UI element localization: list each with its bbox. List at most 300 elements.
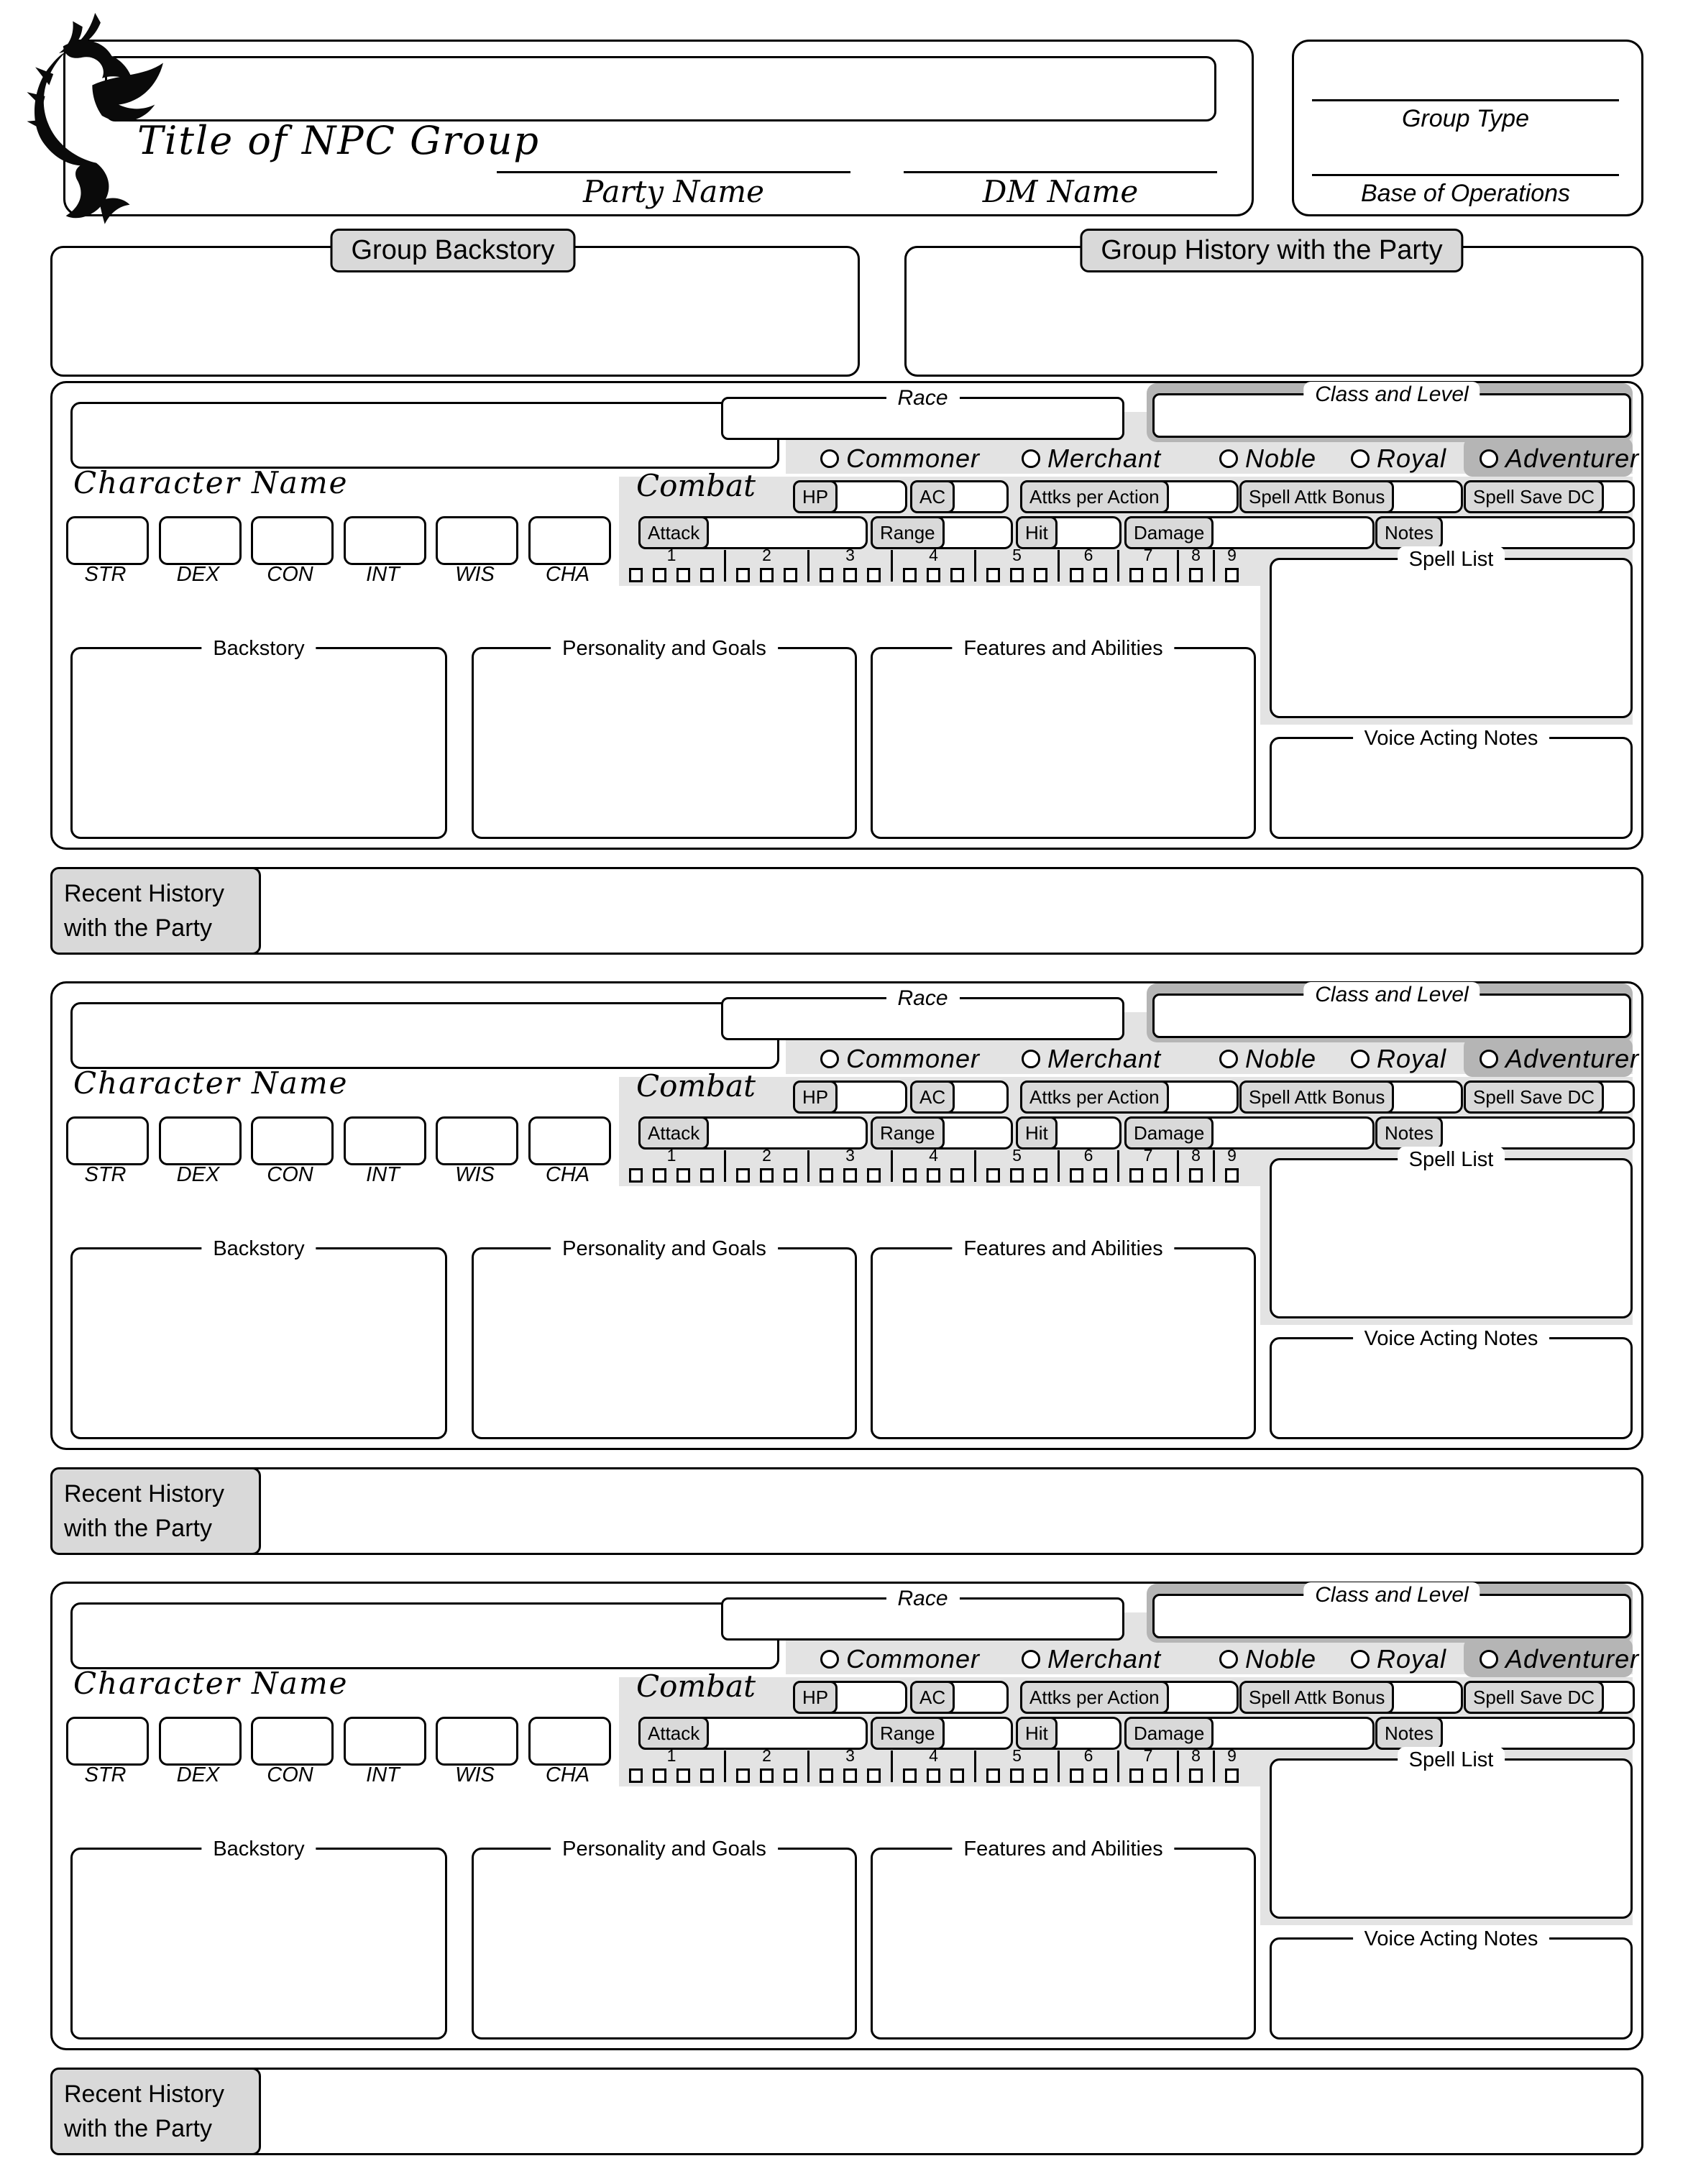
hit-input[interactable] [1055,1719,1119,1748]
spell-slot-level-number: 3 [845,1746,855,1765]
character-name-label: Character Name [73,1666,349,1701]
spell-save-dc-input[interactable] [1602,482,1633,511]
damage-input[interactable] [1211,1719,1372,1748]
noble-label: Noble [1245,1644,1317,1674]
range-field [871,1717,1013,1750]
spell-save-dc-input[interactable] [1602,1083,1633,1111]
spell-slots-row [629,1146,1239,1183]
spell-slot-level-number: 6 [1083,1746,1093,1765]
spell-slot-checkbox[interactable] [676,1168,690,1183]
hit-label: Hit [1016,1717,1058,1750]
str-score-input[interactable] [66,1717,149,1766]
spell-slot-checkboxes [736,568,797,582]
spell-slot-group-level-1 [629,1746,714,1783]
spell-slot-group-level-2 [736,1746,797,1783]
range-input[interactable] [942,1719,1011,1748]
spell-slot-checkboxes [820,1168,881,1183]
voice-acting-notes-box[interactable] [1270,727,1633,839]
party-name-label: Party Name [583,174,764,209]
spell-slot-divider [1177,1751,1179,1782]
range-field [871,1116,1013,1150]
dex-score-input[interactable] [159,516,242,565]
spell-slot-checkbox[interactable] [867,1768,881,1783]
attacks-per-action-input[interactable] [1167,1083,1237,1111]
spell-slot-checkbox[interactable] [843,1768,857,1783]
noble-radio[interactable] [1219,1650,1238,1669]
spell-slot-checkbox[interactable] [1153,1768,1167,1783]
int-score-input[interactable] [344,1116,426,1165]
recent-history-input[interactable] [263,2070,1641,2153]
spell-attack-bonus-field [1239,1080,1463,1114]
wis-score-input[interactable] [436,1116,518,1165]
race-option-royal [1351,443,1446,474]
spell-slot-checkbox[interactable] [1093,568,1107,582]
spell-attack-bonus-input[interactable] [1392,1683,1461,1712]
spell-attack-bonus-label: Spell Attk Bonus [1239,1681,1394,1714]
voice-acting-notes-label: Voice Acting Notes [1353,1326,1550,1352]
race-option-adventurer [1480,1043,1639,1075]
class-and-level-input[interactable] [1152,1583,1631,1638]
dm-name-input[interactable] [904,171,1217,173]
int-label: INT [366,563,400,586]
features-abilities-label: Features and Abilities [952,1236,1174,1262]
group-history-label: Group History with the Party [1080,229,1463,272]
notes-input[interactable] [1441,1719,1633,1748]
spell-slot-group-level-4 [903,1746,964,1783]
spell-save-dc-label: Spell Save DC [1464,1681,1604,1714]
royal-radio[interactable] [1351,1050,1370,1068]
spell-slot-checkbox[interactable] [950,1168,964,1183]
con-label: CON [267,1163,313,1186]
spell-slots-row [629,546,1239,582]
ac-input[interactable] [953,482,1006,511]
dex-score-input[interactable] [159,1116,242,1165]
noble-label: Noble [1245,1044,1317,1073]
character-section-3 [0,1582,1688,2151]
spell-slot-checkbox[interactable] [736,568,750,582]
con-score-input[interactable] [251,1116,334,1165]
damage-field [1124,1116,1375,1150]
notes-label: Notes [1375,516,1443,549]
spell-slot-divider [974,1150,976,1182]
spell-slot-checkbox[interactable] [1189,568,1203,582]
spell-slot-divider [724,550,726,582]
adventurer-radio[interactable] [1480,1650,1498,1669]
wis-score-input[interactable] [436,1717,518,1766]
merchant-radio[interactable] [1022,1050,1040,1068]
spell-slot-checkbox[interactable] [653,1768,666,1783]
spell-list-box[interactable] [1270,1748,1633,1919]
spell-slot-level-number: 6 [1083,546,1093,564]
spell-slot-checkbox[interactable] [676,568,690,582]
spell-slot-checkbox[interactable] [820,1168,833,1183]
commoner-label: Commoner [846,444,981,473]
spell-slot-checkbox[interactable] [1034,1768,1047,1783]
hp-input[interactable] [835,1683,905,1712]
attack-input[interactable] [707,1719,866,1748]
spell-slot-checkbox[interactable] [1153,1168,1167,1183]
hit-input[interactable] [1055,1119,1119,1147]
spell-slot-checkboxes [820,1768,881,1783]
spell-slot-checkbox[interactable] [629,1768,643,1783]
race-option-royal [1351,1043,1446,1075]
cha-score-input[interactable] [528,1116,611,1165]
range-label: Range [871,516,945,549]
spell-slot-checkbox[interactable] [950,568,964,582]
spell-slot-checkbox[interactable] [700,1168,714,1183]
hp-input[interactable] [835,1083,905,1111]
range-input[interactable] [942,1119,1011,1147]
race-option-merchant [1022,1043,1161,1075]
race-option-merchant [1022,443,1161,474]
spell-slot-checkbox[interactable] [629,1168,643,1183]
spell-slot-checkboxes [1189,1168,1203,1183]
int-score-input[interactable] [344,1717,426,1766]
spell-slot-divider [1177,550,1179,582]
spell-slot-checkboxes [820,568,881,582]
spell-slot-checkbox[interactable] [927,1768,940,1783]
attacks-per-action-field [1020,480,1239,513]
spell-save-dc-label: Spell Save DC [1464,1080,1604,1114]
spell-slot-checkbox[interactable] [760,1768,774,1783]
spell-slot-checkbox[interactable] [784,1768,797,1783]
spell-attack-bonus-field [1239,480,1463,513]
race-option-commoner [820,443,980,474]
spell-slot-level-number: 4 [929,1146,938,1165]
notes-input[interactable] [1441,1119,1633,1147]
attack-label: Attack [638,1116,709,1150]
recent-history-input[interactable] [263,869,1641,953]
dex-label: DEX [176,1163,220,1186]
spell-slot-checkbox[interactable] [653,1168,666,1183]
royal-radio[interactable] [1351,1650,1370,1669]
recent-history-label: Recent History with the Party [50,867,261,955]
spell-slot-divider [724,1751,726,1782]
spell-slot-checkbox[interactable] [1225,1768,1239,1783]
spell-slot-divider [1117,1150,1119,1182]
damage-input[interactable] [1211,1119,1372,1147]
damage-label: Damage [1124,516,1214,549]
attacks-per-action-input[interactable] [1167,1683,1237,1712]
spell-slot-checkbox[interactable] [1093,1768,1107,1783]
spell-list-box[interactable] [1270,548,1633,718]
noble-radio[interactable] [1219,1050,1238,1068]
voice-acting-notes-box[interactable] [1270,1927,1633,2040]
spell-slot-level-number: 7 [1143,1146,1153,1165]
int-score-input[interactable] [344,516,426,565]
spell-attack-bonus-input[interactable] [1392,1083,1461,1111]
class-and-level-input[interactable] [1152,382,1631,438]
spell-slot-divider [807,1150,809,1182]
character-name-input[interactable] [70,402,779,469]
spell-slot-checkbox[interactable] [843,568,857,582]
spell-slot-level-number: 8 [1191,1146,1201,1165]
str-score-input[interactable] [66,516,149,565]
damage-input[interactable] [1211,518,1372,547]
spell-slot-checkbox[interactable] [1189,1168,1203,1183]
str-label: STR [84,1763,127,1786]
range-label: Range [871,1116,945,1150]
range-field [871,516,1013,549]
damage-field [1124,1717,1375,1750]
spell-slot-group-level-7 [1129,1146,1167,1183]
spell-slot-checkbox[interactable] [760,1168,774,1183]
spell-slot-checkboxes [1225,1768,1239,1783]
spell-slot-group-level-4 [903,1146,964,1183]
noble-label: Noble [1245,444,1317,473]
race-input[interactable] [721,386,1124,440]
spell-slot-checkbox[interactable] [784,568,797,582]
hit-label: Hit [1016,1116,1058,1150]
race-input[interactable] [721,986,1124,1040]
adventurer-radio[interactable] [1480,449,1498,468]
features-abilities-box[interactable] [871,1237,1256,1439]
spell-attack-bonus-input[interactable] [1392,482,1461,511]
spell-slot-checkbox[interactable] [784,1168,797,1183]
commoner-radio[interactable] [820,1050,839,1068]
ac-field [910,480,1009,513]
race-option-merchant [1022,1643,1161,1675]
hit-label: Hit [1016,516,1058,549]
spell-slot-divider [1117,550,1119,582]
spell-slot-checkbox[interactable] [1010,568,1024,582]
spell-slot-checkbox[interactable] [736,1168,750,1183]
str-label: STR [84,563,127,586]
personality-goals-box[interactable] [472,1837,857,2040]
dex-label: DEX [176,563,220,586]
con-score-input[interactable] [251,1717,334,1766]
npc-group-title-input[interactable] [105,56,1216,121]
spell-slot-checkbox[interactable] [950,1768,964,1783]
race-input[interactable] [721,1587,1124,1641]
spell-slot-checkbox[interactable] [760,568,774,582]
notes-field [1375,1116,1635,1150]
spell-slot-checkbox[interactable] [903,568,917,582]
spell-slot-group-level-7 [1129,546,1167,582]
race-option-royal [1351,1643,1446,1675]
spell-slot-checkboxes [1189,1768,1203,1783]
royal-label: Royal [1377,444,1447,473]
character-name-input[interactable] [70,1002,779,1069]
spell-slot-checkbox[interactable] [903,1768,917,1783]
spell-slot-checkbox[interactable] [903,1168,917,1183]
dex-score-input[interactable] [159,1717,242,1766]
spell-save-dc-field [1464,1080,1635,1114]
features-abilities-box[interactable] [871,637,1256,839]
spell-slot-divider [1058,1150,1060,1182]
hit-field [1016,1717,1121,1750]
spell-slot-checkbox[interactable] [867,568,881,582]
spell-slot-level-number: 6 [1083,1146,1093,1165]
spell-slot-checkbox[interactable] [867,1168,881,1183]
spell-slot-checkbox[interactable] [843,1168,857,1183]
noble-radio[interactable] [1219,449,1238,468]
spell-save-dc-field [1464,480,1635,513]
spell-slot-checkbox[interactable] [1070,568,1083,582]
spell-slot-checkbox[interactable] [700,1768,714,1783]
hit-input[interactable] [1055,518,1119,547]
merchant-radio[interactable] [1022,449,1040,468]
hp-field [793,480,907,513]
spell-slot-divider [1213,550,1215,582]
spell-slot-checkbox[interactable] [1225,568,1239,582]
spell-slot-checkbox[interactable] [1034,1168,1047,1183]
spell-slot-checkboxes [903,1768,964,1783]
spell-slot-group-level-2 [736,1146,797,1183]
backstory-box[interactable] [70,1837,447,2040]
spell-save-dc-input[interactable] [1602,1683,1633,1712]
adventurer-label: Adventurer [1505,1644,1640,1674]
attacks-per-action-input[interactable] [1167,482,1237,511]
notes-field [1375,1717,1635,1750]
character-section-1 [0,381,1688,950]
spell-slot-group-level-9 [1225,546,1239,582]
spell-slot-checkbox[interactable] [1093,1168,1107,1183]
spell-slot-group-level-8 [1189,546,1203,582]
ac-field [910,1681,1009,1714]
ac-input[interactable] [953,1083,1006,1111]
spell-slot-group-level-6 [1070,546,1107,582]
recent-history-bar [50,1467,1643,1555]
spell-slot-checkbox[interactable] [1153,568,1167,582]
spell-slot-checkbox[interactable] [986,1168,1000,1183]
spell-slot-group-level-2 [736,546,797,582]
spell-slot-checkbox[interactable] [1010,1168,1024,1183]
spell-slot-group-level-7 [1129,1746,1167,1783]
spell-slot-checkbox[interactable] [986,1768,1000,1783]
race-label: Race [886,385,959,411]
spell-slot-divider [807,550,809,582]
ac-input[interactable] [953,1683,1006,1712]
spell-slot-checkbox[interactable] [1129,1768,1143,1783]
personality-goals-box[interactable] [472,1237,857,1439]
spell-slot-checkbox[interactable] [820,568,833,582]
character-name-input[interactable] [70,1602,779,1669]
adventurer-radio[interactable] [1480,1050,1498,1068]
character-panel [50,381,1643,850]
voice-acting-notes-box[interactable] [1270,1327,1633,1439]
class-and-level-input[interactable] [1152,983,1631,1038]
spell-slot-checkbox[interactable] [629,568,643,582]
attacks-per-action-field [1020,1681,1239,1714]
recent-history-label: Recent History with the Party [50,1467,261,1555]
base-of-operations-label: Base of Operations [1360,180,1571,207]
range-input[interactable] [942,518,1011,547]
spell-slot-checkbox[interactable] [927,1168,940,1183]
spell-save-dc-label: Spell Save DC [1464,480,1604,513]
race-label: Race [886,986,959,1011]
class-and-level-label: Class and Level [1303,382,1480,408]
base-of-operations-input[interactable] [1312,174,1619,176]
spell-slot-checkbox[interactable] [1189,1768,1203,1783]
attack-input[interactable] [707,1119,866,1147]
attack-label: Attack [638,1717,709,1750]
party-name-input[interactable] [497,171,850,173]
commoner-label: Commoner [846,1644,981,1674]
backstory-box[interactable] [70,637,447,839]
con-score-input[interactable] [251,516,334,565]
personality-goals-box[interactable] [472,637,857,839]
spell-save-dc-field [1464,1681,1635,1714]
spell-slot-checkbox[interactable] [1129,1168,1143,1183]
spell-list-box[interactable] [1270,1148,1633,1318]
notes-input[interactable] [1441,518,1633,547]
attack-field [638,516,868,549]
attack-input[interactable] [707,518,866,547]
backstory-box[interactable] [70,1237,447,1439]
hp-input[interactable] [835,482,905,511]
recent-history-bar [50,2068,1643,2155]
spell-slot-checkbox[interactable] [1070,1168,1083,1183]
spell-list-label: Spell List [1398,1747,1505,1773]
spell-attack-bonus-field [1239,1681,1463,1714]
spell-slot-checkbox[interactable] [700,568,714,582]
wis-label: WIS [455,1163,495,1186]
spell-slot-group-level-8 [1189,1146,1203,1183]
spell-slot-checkbox[interactable] [1034,568,1047,582]
spell-slot-group-level-5 [986,546,1047,582]
spell-slot-divider [1177,1150,1179,1182]
str-score-input[interactable] [66,1116,149,1165]
spell-slot-group-level-5 [986,1746,1047,1783]
commoner-radio[interactable] [820,1650,839,1669]
spell-slot-checkbox[interactable] [1010,1768,1024,1783]
spell-slot-divider [1117,1751,1119,1782]
wis-score-input[interactable] [436,516,518,565]
backstory-label: Backstory [201,1836,316,1862]
spell-slot-checkbox[interactable] [820,1768,833,1783]
spell-slot-group-level-1 [629,546,714,582]
spell-slot-checkbox[interactable] [653,568,666,582]
royal-radio[interactable] [1351,449,1370,468]
spell-slot-checkbox[interactable] [676,1768,690,1783]
hp-field [793,1681,907,1714]
spell-slot-divider [1213,1150,1215,1182]
con-label: CON [267,1763,313,1786]
combat-title: Combat [636,1669,756,1704]
hp-field [793,1080,907,1114]
recent-history-bar [50,867,1643,955]
spell-slot-checkbox[interactable] [1225,1168,1239,1183]
class-and-level-label: Class and Level [1303,982,1480,1008]
spell-slot-level-number: 4 [929,1746,938,1765]
cha-score-input[interactable] [528,1717,611,1766]
merchant-radio[interactable] [1022,1650,1040,1669]
spell-slot-checkbox[interactable] [1129,568,1143,582]
spell-slot-checkbox[interactable] [986,568,1000,582]
recent-history-input[interactable] [263,1469,1641,1553]
spell-list-label: Spell List [1398,546,1505,572]
personality-goals-label: Personality and Goals [551,636,778,661]
features-abilities-box[interactable] [871,1837,1256,2040]
spell-slot-checkbox[interactable] [927,568,940,582]
spell-slot-group-level-4 [903,546,964,582]
spell-slot-level-number: 9 [1227,1746,1237,1765]
commoner-radio[interactable] [820,449,839,468]
combat-title: Combat [636,468,756,503]
spell-slot-level-number: 5 [1012,546,1022,564]
group-info-panel [1292,40,1643,216]
race-option-commoner [820,1043,980,1075]
damage-label: Damage [1124,1116,1214,1150]
spell-slot-level-number: 8 [1191,1746,1201,1765]
group-type-input[interactable] [1312,99,1619,101]
voice-acting-notes-label: Voice Acting Notes [1353,725,1550,751]
spell-slot-checkbox[interactable] [1070,1768,1083,1783]
cha-score-input[interactable] [528,516,611,565]
spell-slot-checkboxes [986,1768,1047,1783]
spell-slot-checkbox[interactable] [736,1768,750,1783]
